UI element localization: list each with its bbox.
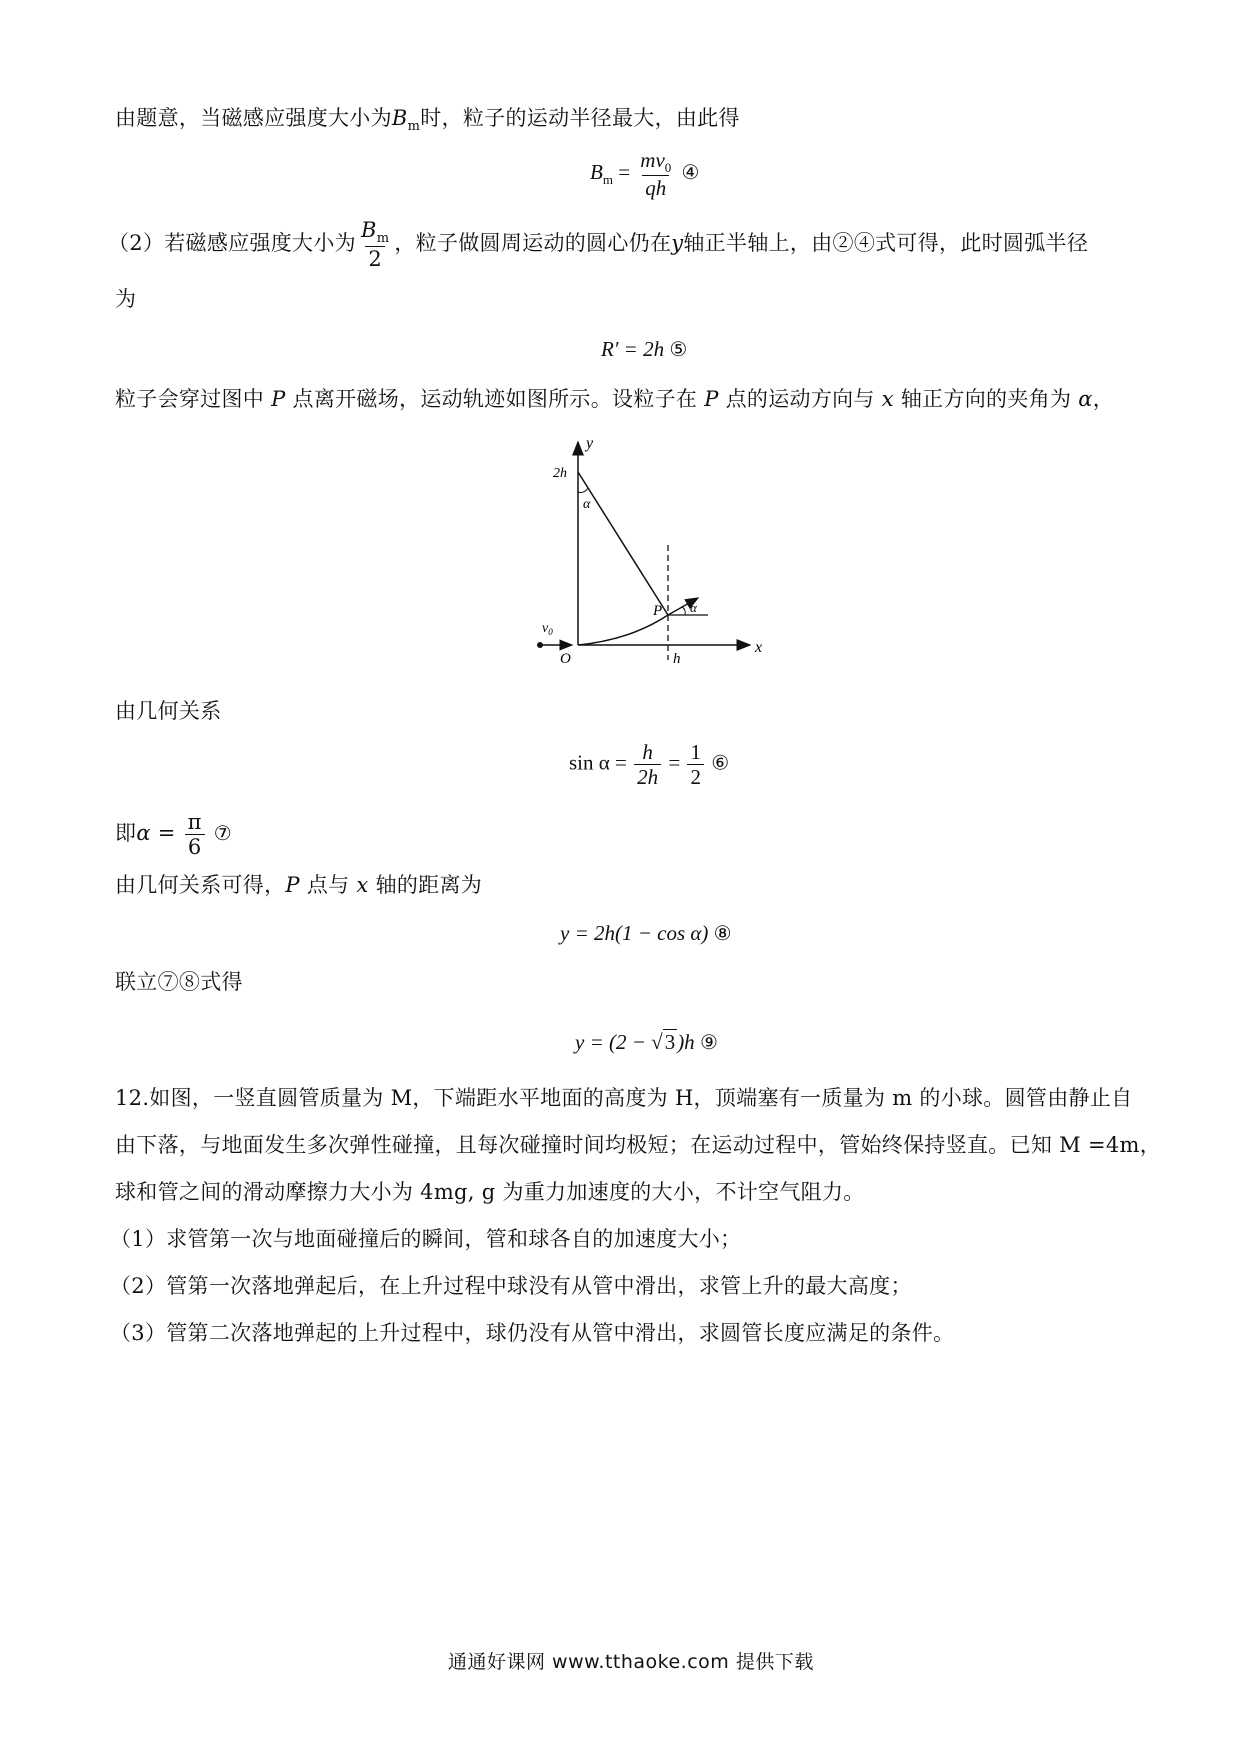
equation-5: R′ = 2h ⑤ (601, 337, 688, 361)
paragraph-combine: 联立⑦⑧式得 (115, 970, 243, 994)
question-12-part-3: （3）管第二次落地弹起的上升过程中，球仍没有从管中滑出，求圆管长度应满足的条件。 (110, 1321, 955, 1345)
equation-8: y = 2h(1 − cos α) ⑧ (560, 921, 732, 945)
angle-arc-top (578, 488, 588, 493)
fraction: $\frac{h}{2h}$ (634, 740, 661, 789)
paragraph-max-radius: 由题意，当磁感应强度大小为$B_m$时，粒子的运动半径最大，由此得 (115, 106, 740, 134)
fraction: $\frac{B_m}{2}$ (360, 218, 390, 271)
o-label: O (560, 651, 571, 667)
angle-arc-p (682, 607, 685, 615)
question-12-part-2: （2）管第一次落地弹起后，在上升过程中球没有从管中滑出，求管上升的最大高度； (110, 1274, 912, 1298)
x-label: x (755, 639, 763, 656)
alpha-right-label: α (690, 600, 697, 615)
radius-line (578, 472, 668, 615)
paragraph-distance: 由几何关系可得，P 点与 x 轴的距离为 (115, 873, 483, 897)
alpha-top-label: α (583, 497, 591, 512)
paragraph-part-2-cont: 为 (115, 287, 137, 311)
y-label: y (586, 435, 594, 452)
equation-4: $B_m$ = $\frac{mv_0}{qh}$ ④ (590, 148, 700, 200)
equation-7: 即α = $\frac{\pi}{6}$ ⑦ (115, 810, 232, 859)
fraction: $\frac{mv_0}{qh}$ (640, 148, 672, 200)
trajectory-figure (520, 430, 770, 670)
trajectory-arc (578, 615, 668, 645)
equation-9: y = (2 − √3)h ⑨ (575, 1030, 718, 1054)
paragraph-trajectory: 粒子会穿过图中 P 点离开磁场，运动轨迹如图所示。设粒子在 P 点的运动方向与 x 轴正方向的夹角为 α， (115, 387, 1115, 411)
v0-label: $v_0$ (542, 621, 553, 637)
fraction: $\frac{1}{2}$ (687, 740, 704, 789)
page-footer: 通通好课网 www.tthaoke.com 提供下载 (448, 1651, 814, 1673)
question-12-line-1: 12.如图，一竖直圆管质量为 M，下端距水平地面的高度为 H，顶端塞有一质量为 m 的小球。圆管由静止自 (115, 1086, 1133, 1110)
question-12-part-1: （1）求管第一次与地面碰撞后的瞬间，管和球各自的加速度大小； (110, 1227, 742, 1251)
equation-6: sin α = $\frac{h}{2h}$ = $\frac{1}{2}$ ⑥ (569, 740, 730, 789)
question-12-line-2: 由下落，与地面发生多次弹性碰撞，且每次碰撞时间均极短；在运动过程中，管始终保持竖直。已知 M =4m， (115, 1133, 1162, 1157)
h-label: h (673, 651, 681, 667)
paragraph-geometry: 由几何关系 (115, 699, 222, 723)
p-label: P (653, 603, 663, 619)
two-h-label: 2h (553, 466, 567, 481)
question-12-line-3: 球和管之间的滑动摩擦力大小为 4mg, g 为重力加速度的大小，不计空气阻力。 (115, 1180, 865, 1204)
fraction: $\frac{\pi}{6}$ (185, 810, 205, 859)
paragraph-part-2: （2）若磁感应强度大小为 $\frac{B_m}{2}$ ，粒子做圆周运动的圆心仍在y轴正半轴上，由②④式可得，此时圆弧半径 (108, 218, 1089, 271)
